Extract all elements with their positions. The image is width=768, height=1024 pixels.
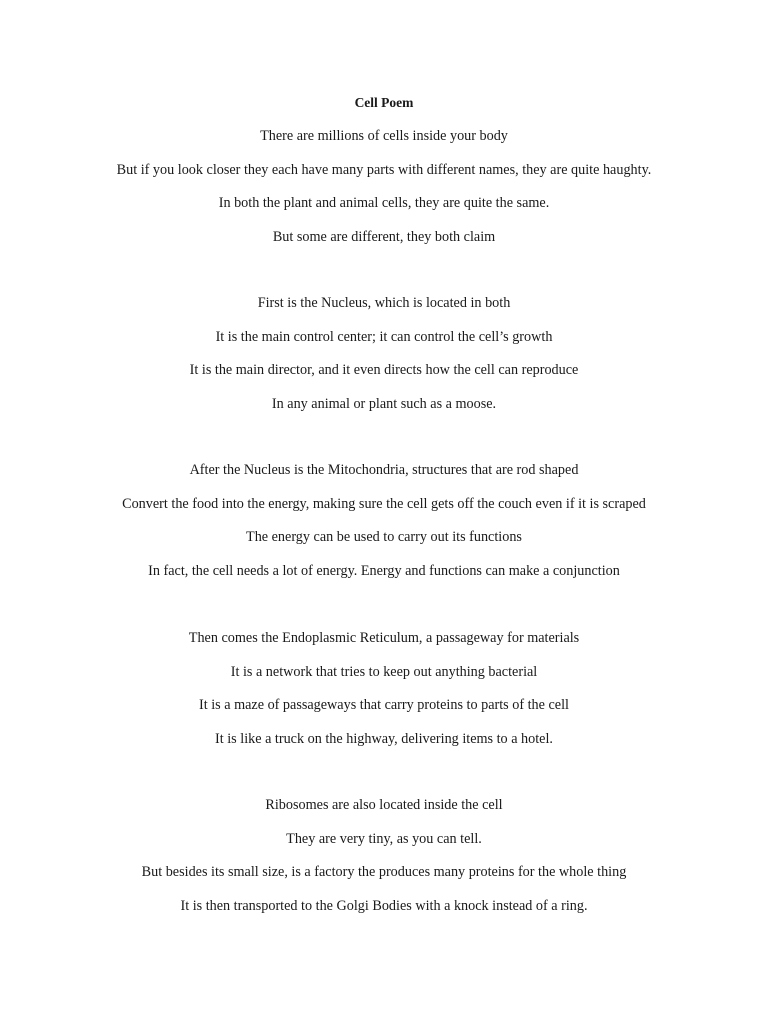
poem-line: In any animal or plant such as a moose. xyxy=(271,395,497,412)
stanza-4 xyxy=(0,629,768,763)
poem-line: It is the main control center; it can control the cell’s growth xyxy=(215,328,553,345)
poem-line: It is then transported to the Golgi Bodies with a knock instead of a ring. xyxy=(180,897,588,914)
poem-line: It is like a truck on the highway, delivering items to a hotel. xyxy=(215,730,553,747)
poem-line: Ribosomes are also located inside the cell xyxy=(265,797,503,813)
poem-line: Then comes the Endoplasmic Reticulum, a passageway for materials xyxy=(188,630,580,646)
poem-line: First is the Nucleus, which is located in both xyxy=(257,295,511,311)
stanza-2 xyxy=(0,294,768,428)
poem-title: Cell Poem xyxy=(354,95,414,110)
poem-line: But besides its small size, is a factory the produces many proteins for the whole thing xyxy=(141,864,627,880)
poem-line: There are millions of cells inside your body xyxy=(260,128,508,144)
poem-line: It is the main director, and it even directs how the cell can reproduce xyxy=(189,362,579,378)
poem-line: In both the plant and animal cells, they are quite the same. xyxy=(218,195,550,211)
stanza-1 xyxy=(0,127,768,261)
poem-line: It is a maze of passageways that carry proteins to parts of the cell xyxy=(199,697,569,713)
poem-line: After the Nucleus is the Mitochondria, structures that are rod shaped xyxy=(189,462,579,478)
poem-line: In fact, the cell needs a lot of energy. Energy and functions can make a conjunction xyxy=(148,562,620,579)
stanza-3 xyxy=(0,461,768,595)
poem-line: Convert the food into the energy, making sure the cell gets off the couch even if it is scraped xyxy=(122,495,646,512)
stanza-5 xyxy=(0,796,768,930)
poem-line: But if you look closer they each have many parts with different names, they are quite haughty. xyxy=(116,161,652,178)
poem-line: But some are different, they both claim xyxy=(272,228,496,245)
poem-line: They are very tiny, as you can tell. xyxy=(286,830,482,847)
poem-line: The energy can be used to carry out its functions xyxy=(246,529,522,545)
poem-line: It is a network that tries to keep out anything bacterial xyxy=(230,663,538,680)
